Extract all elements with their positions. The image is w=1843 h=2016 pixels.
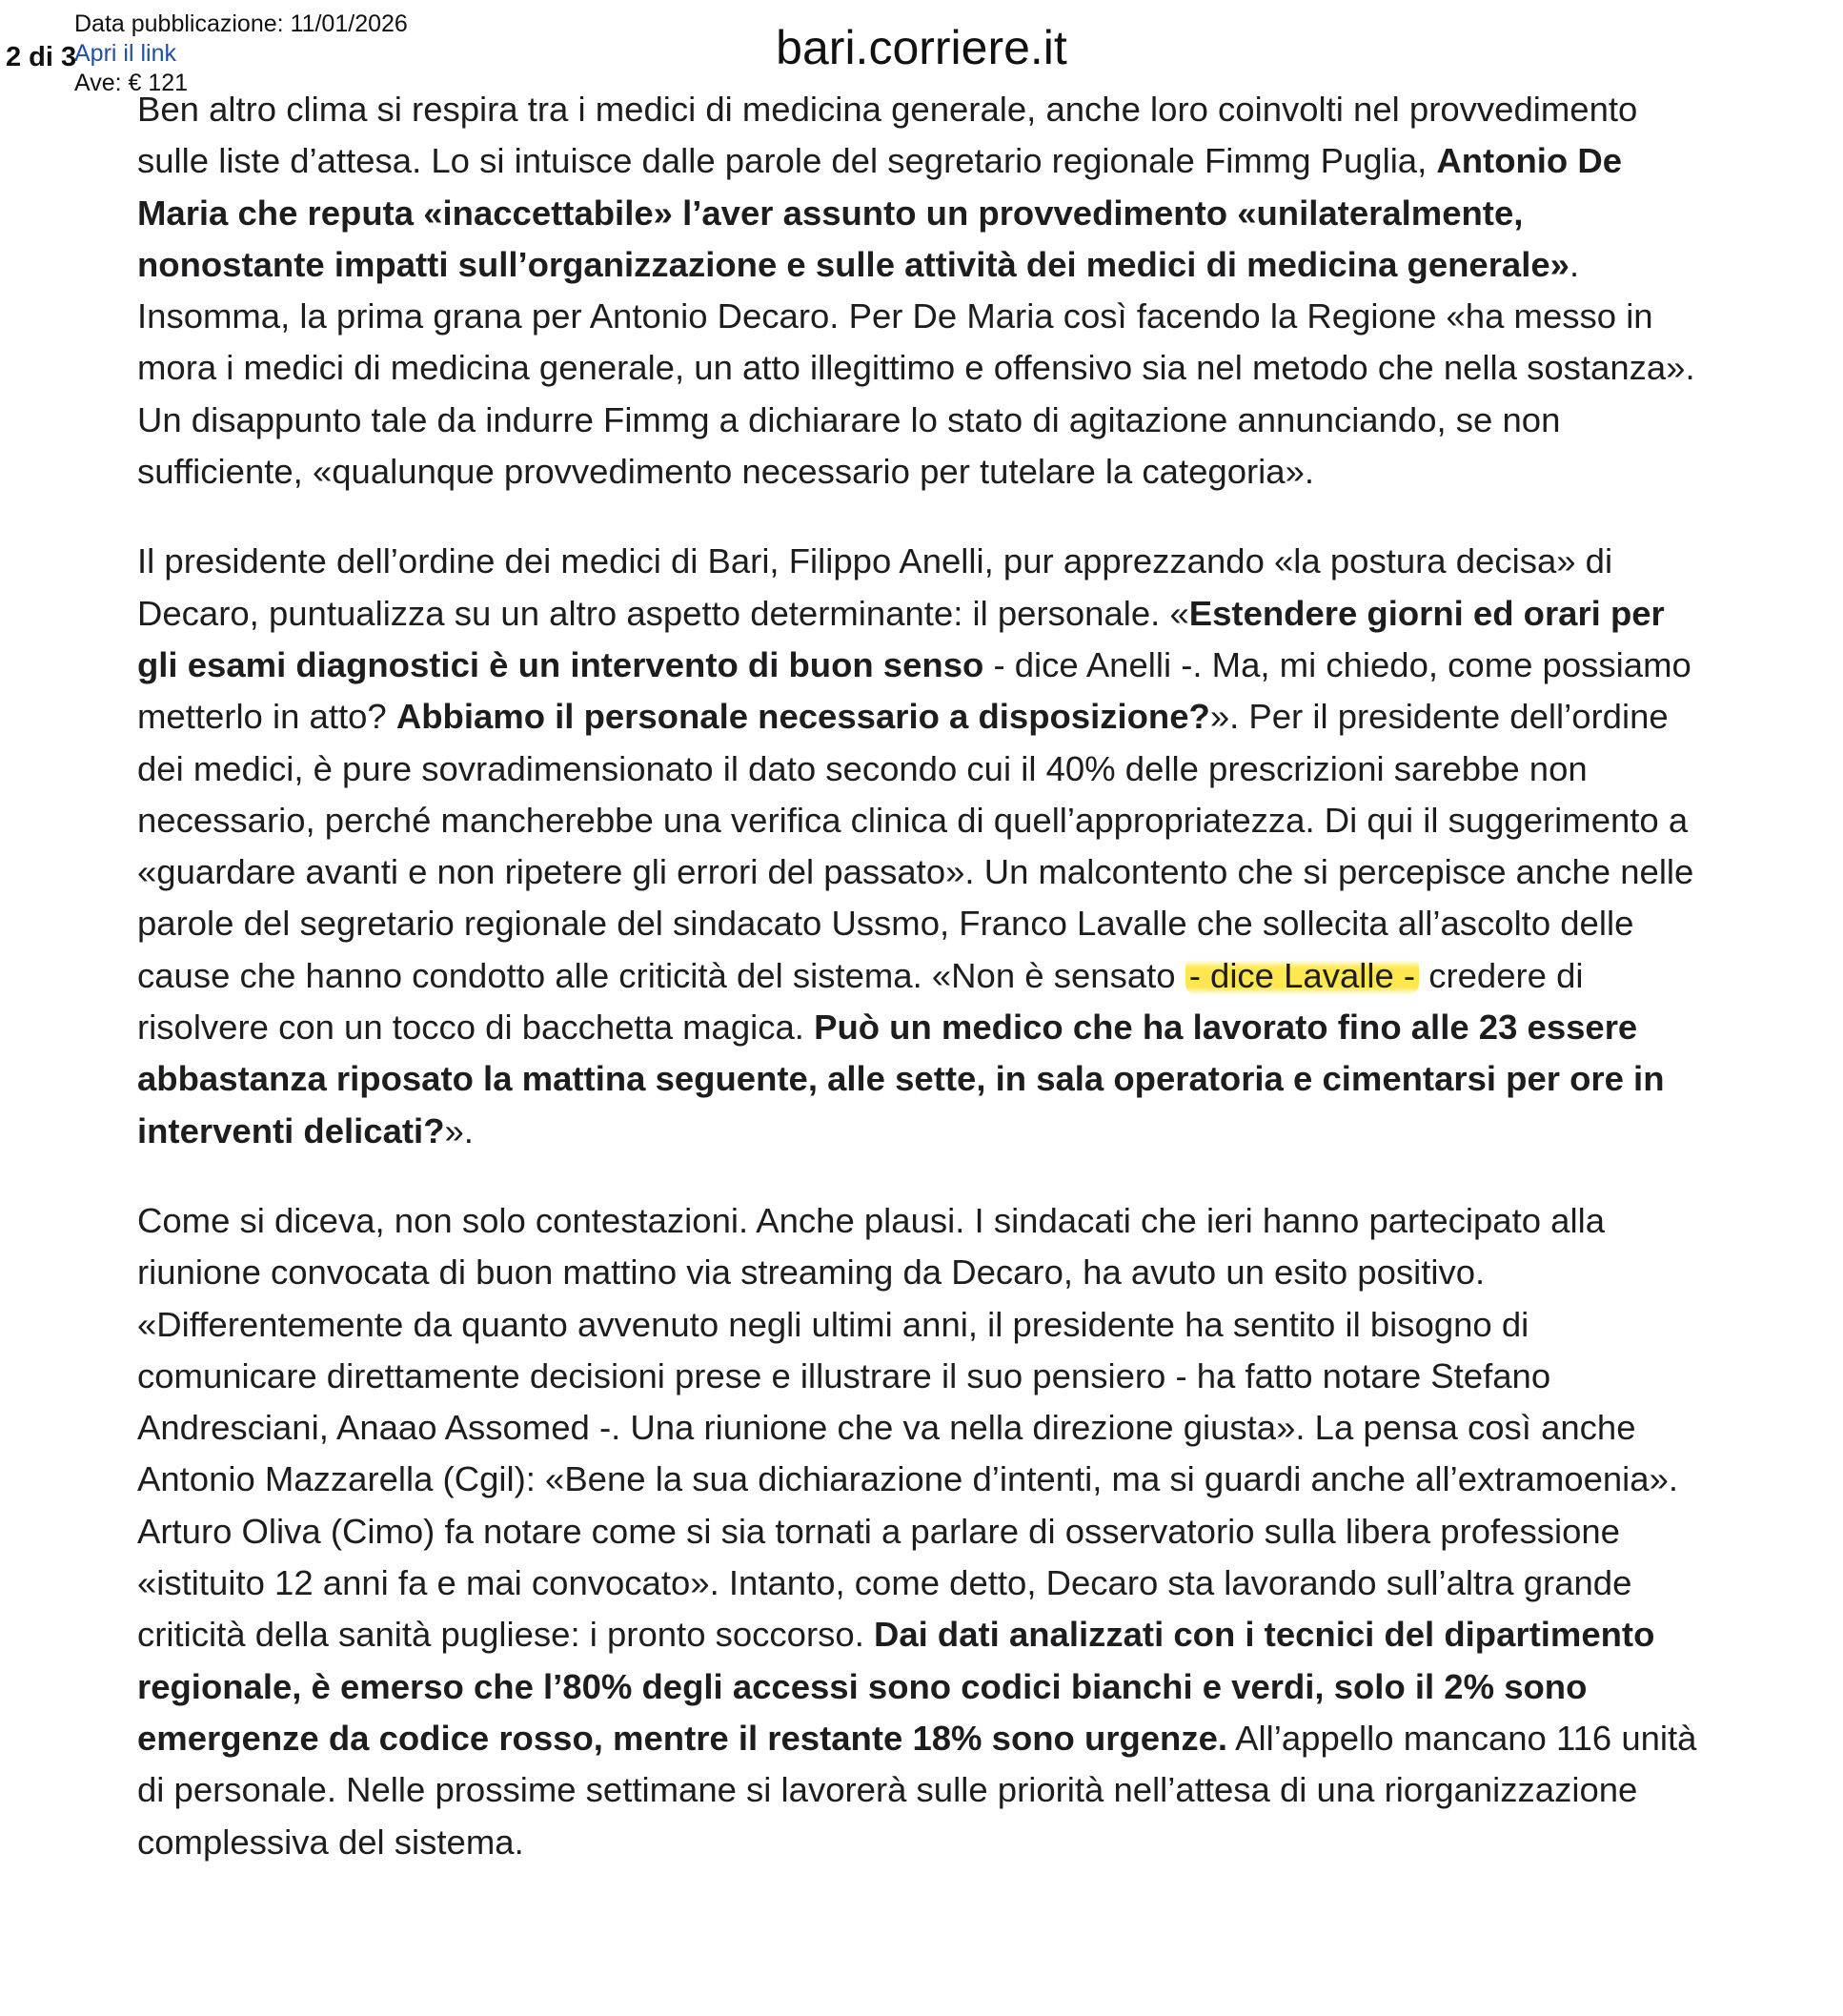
article-body <box>137 84 1714 1868</box>
site-title: bari.corriere.it <box>776 21 1067 74</box>
text-run: Come si diceva, non solo contestazioni. Anche plausi. I sindacati che ieri hanno partecipato alla riunione convocata di buon mattino via streaming da Decaro, ha avuto un esito positivo. «Differentemente da quanto avvenuto negli ultimi anni, il presidente ha sentito il bisogno di comunicare direttamente decisioni prese e illustrare il suo pensiero - ha fatto notare Stefano Andresciani, Anaao Assomed -. Una riunione che va nella direzione giusta». La pensa così anche Antonio Mazzarella (Cgil): «Bene la sua dichiarazione d’intenti, ma si guardi anche all’extramoenia». Arturo Oliva (Cimo) fa notare come si sia tornati a parlare di osservatorio sulla libera professione «istituito 12 anni fa e mai convocato». Intanto, come detto, Decaro sta lavorando sull’altra grande criticità della sanità pugliese: i pronto soccorso. <box>137 1200 1679 1655</box>
paragraph-3 <box>137 1195 1714 1868</box>
highlighted-text: - dice Lavalle - <box>1185 956 1419 995</box>
text-run: credere di risolvere con un tocco di bacchetta magica. <box>137 955 1584 1048</box>
bold-quote: Estendere giorni ed orari per gli esami diagnostici è un intervento di buon senso <box>137 593 1665 684</box>
text-run: All’appello mancano 116 unità di personale. Nelle prossime settimane si lavorerà sulle priorità nell’attesa di una riorganizzazione complessiva del sistema. <box>137 1718 1697 1862</box>
bold-quote: Antonio De Maria che reputa «inaccettabile» l’aver assunto un provvedimento «unilateralmente, nonostante impatti sull’organizzazione e sulle attività dei medici di medicina generale» <box>137 141 1623 284</box>
paragraph-2 <box>137 536 1714 1157</box>
text-run: ». Per il presidente dell’ordine dei medici, è pure sovradimensionato il dato secondo cui il 40% delle prescrizioni sarebbe non necessario, perché mancherebbe una verifica clinica di quell’appropriatezza. Di qui il suggerimento a «guardare avanti e non ripetere gli errori del passato». Un malcontento che si percepisce anche nelle parole del segretario regionale del sindacato Ussmo, Franco Lavalle che sollecita all’ascolto delle cause che hanno condotto alle criticità del sistema. «Non è sensato <box>137 697 1694 995</box>
paragraph-1 <box>137 84 1714 498</box>
text-run: Il presidente dell’ordine dei medici di Bari, Filippo Anelli, pur apprezzando «la postura decisa» di Decaro, puntualizza su un altro aspetto determinante: il personale. « <box>137 541 1613 633</box>
ave-value: Ave: € 121 <box>74 70 189 96</box>
publication-date: Data pubblicazione: 11/01/2026 <box>74 10 408 37</box>
page-counter: 2 di 3 <box>6 42 77 72</box>
text-run: . Insomma, la prima grana per Antonio Decaro. Per De Maria così facendo la Regione «ha messo in mora i medici di medicina generale, un atto illegittimo e offensivo sia nel metodo che nella sostanza». Un disappunto tale da indurre Fimmg a dichiarare lo stato di agitazione annunciando, se non sufficiente, «qualunque provvedimento necessario per tutelare la categoria». <box>137 244 1695 492</box>
text-run: Ben altro clima si respira tra i medici di medicina generale, anche loro coinvolti nel provvedimento sulle liste d’attesa. Lo si intuisce dalle parole del segretario regionale Fimmg Puglia, <box>137 90 1638 181</box>
open-link[interactable]: Apri il link <box>74 40 176 67</box>
text-run: ». <box>444 1110 474 1151</box>
bold-quote: Abbiamo il personale necessario a disposizione? <box>395 697 1210 737</box>
text-run: - dice Anelli -. Ma, mi chiedo, come possiamo metterlo in atto? <box>137 644 1691 737</box>
bold-quote: Dai dati analizzati con i tecnici del dipartimento regionale, è emerso che l’80% degli accessi sono codici bianchi e verdi, solo il 2% sono emergenze da codice rosso, mentre il restante 18% sono urgenze. <box>137 1615 1655 1758</box>
bold-quote: Può un medico che ha lavorato fino alle 23 essere abbastanza riposato la mattina seguente, alle sette, in sala operatoria e cimentarsi per ore in interventi delicati? <box>137 1008 1665 1151</box>
